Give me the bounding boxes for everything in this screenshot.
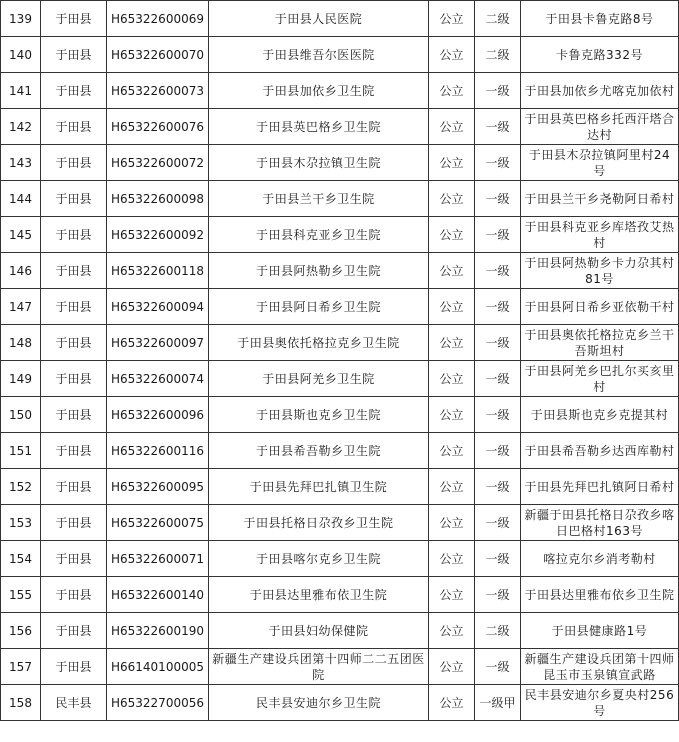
ownership-type-cell: 公立 <box>429 613 475 649</box>
institution-name-cell: 于田县阿羌乡卫生院 <box>209 361 429 397</box>
table-row <box>1 685 679 721</box>
institution-name-cell: 新疆生产建设兵团第十四师二二五团医院 <box>209 649 429 685</box>
address-cell: 卡鲁克路332号 <box>521 37 679 73</box>
ownership-type-cell: 公立 <box>429 577 475 613</box>
institution-code-cell: H65322600069 <box>107 1 209 37</box>
institution-name-cell: 于田县阿热勒乡卫生院 <box>209 253 429 289</box>
address-cell: 于田县卡鲁克路8号 <box>521 1 679 37</box>
ownership-type-cell: 公立 <box>429 1 475 37</box>
institution-name-cell: 于田县木尕拉镇卫生院 <box>209 145 429 181</box>
address-cell: 于田县阿热勒乡卡力尕其村 81号 <box>521 253 679 289</box>
address-cell: 于田县奥依托格拉克乡兰干吾斯坦村 <box>521 325 679 361</box>
table-row <box>1 505 679 541</box>
county-cell: 于田县 <box>41 217 107 253</box>
ownership-type-cell: 公立 <box>429 253 475 289</box>
table-row <box>1 253 679 289</box>
ownership-type-cell: 公立 <box>429 649 475 685</box>
row-number-cell: 150 <box>1 397 41 433</box>
institution-code-cell: H65322600073 <box>107 73 209 109</box>
ownership-type-cell: 公立 <box>429 145 475 181</box>
institution-code-cell: H65322600071 <box>107 541 209 577</box>
institution-code-cell: H65322600092 <box>107 217 209 253</box>
institution-name-cell: 于田县阿日希乡卫生院 <box>209 289 429 325</box>
institution-code-cell: H65322600190 <box>107 613 209 649</box>
ownership-type-cell: 公立 <box>429 109 475 145</box>
institution-code-cell: H65322600095 <box>107 469 209 505</box>
county-cell: 于田县 <box>41 109 107 145</box>
ownership-type-cell: 公立 <box>429 397 475 433</box>
row-number-cell: 155 <box>1 577 41 613</box>
institution-code-cell: H65322600097 <box>107 325 209 361</box>
institution-code-cell: H65322600070 <box>107 37 209 73</box>
institution-name-cell: 于田县先拜巴扎镇卫生院 <box>209 469 429 505</box>
institution-name-cell: 于田县奥依托格拉克乡卫生院 <box>209 325 429 361</box>
institution-name-cell: 于田县兰干乡卫生院 <box>209 181 429 217</box>
hospital-level-cell: 一级 <box>475 505 521 541</box>
county-cell: 于田县 <box>41 397 107 433</box>
hospital-level-cell: 一级 <box>475 145 521 181</box>
row-number-cell: 147 <box>1 289 41 325</box>
ownership-type-cell: 公立 <box>429 685 475 721</box>
row-number-cell: 153 <box>1 505 41 541</box>
table-row <box>1 181 679 217</box>
address-cell: 新疆生产建设兵团第十四师昆玉市玉泉镇宣武路 <box>521 649 679 685</box>
table-body <box>1 1 679 721</box>
ownership-type-cell: 公立 <box>429 325 475 361</box>
table-row <box>1 145 679 181</box>
table-row <box>1 433 679 469</box>
address-cell: 于田县木尕拉镇阿里村24号 <box>521 145 679 181</box>
table-row <box>1 217 679 253</box>
row-number-cell: 156 <box>1 613 41 649</box>
institution-code-cell: H65322600072 <box>107 145 209 181</box>
county-cell: 于田县 <box>41 469 107 505</box>
address-cell: 于田县达里雅布依乡卫生院 <box>521 577 679 613</box>
county-cell: 于田县 <box>41 73 107 109</box>
institution-code-cell: H65322600076 <box>107 109 209 145</box>
row-number-cell: 140 <box>1 37 41 73</box>
institution-code-cell: H65322600098 <box>107 181 209 217</box>
address-cell: 于田县先拜巴扎镇阿日希村 <box>521 469 679 505</box>
row-number-cell: 148 <box>1 325 41 361</box>
institution-name-cell: 于田县托格日尕孜乡卫生院 <box>209 505 429 541</box>
county-cell: 民丰县 <box>41 685 107 721</box>
hospital-level-cell: 一级 <box>475 109 521 145</box>
ownership-type-cell: 公立 <box>429 433 475 469</box>
table-row <box>1 1 679 37</box>
hospital-level-cell: 一级 <box>475 73 521 109</box>
county-cell: 于田县 <box>41 541 107 577</box>
address-cell: 于田县加依乡尤喀克加依村 <box>521 73 679 109</box>
table-row <box>1 577 679 613</box>
address-cell: 新疆于田县托格日尕孜乡喀日巴格村163号 <box>521 505 679 541</box>
table-row <box>1 361 679 397</box>
institution-code-cell: H65322600075 <box>107 505 209 541</box>
ownership-type-cell: 公立 <box>429 217 475 253</box>
institution-code-cell: H65322600074 <box>107 361 209 397</box>
ownership-type-cell: 公立 <box>429 289 475 325</box>
institution-name-cell: 于田县希吾勒乡卫生院 <box>209 433 429 469</box>
county-cell: 于田县 <box>41 649 107 685</box>
address-cell: 于田县科克亚乡库塔孜艾热村 <box>521 217 679 253</box>
ownership-type-cell: 公立 <box>429 361 475 397</box>
institution-code-cell: H65322600116 <box>107 433 209 469</box>
ownership-type-cell: 公立 <box>429 73 475 109</box>
ownership-type-cell: 公立 <box>429 37 475 73</box>
county-cell: 于田县 <box>41 505 107 541</box>
county-cell: 于田县 <box>41 361 107 397</box>
row-number-cell: 142 <box>1 109 41 145</box>
address-cell: 于田县斯也克乡克提其村 <box>521 397 679 433</box>
county-cell: 于田县 <box>41 37 107 73</box>
county-cell: 于田县 <box>41 181 107 217</box>
ownership-type-cell: 公立 <box>429 469 475 505</box>
row-number-cell: 146 <box>1 253 41 289</box>
hospital-level-cell: 一级 <box>475 397 521 433</box>
institution-code-cell: H65322600094 <box>107 289 209 325</box>
institution-code-cell: H66140100005 <box>107 649 209 685</box>
table-row <box>1 649 679 685</box>
county-cell: 于田县 <box>41 577 107 613</box>
hospital-level-cell: 一级 <box>475 217 521 253</box>
ownership-type-cell: 公立 <box>429 505 475 541</box>
institution-code-cell: H65322700056 <box>107 685 209 721</box>
hospital-level-cell: 一级 <box>475 541 521 577</box>
hospital-level-cell: 二级 <box>475 613 521 649</box>
table-row <box>1 397 679 433</box>
ownership-type-cell: 公立 <box>429 181 475 217</box>
hospital-level-cell: 一级 <box>475 289 521 325</box>
hospital-level-cell: 一级 <box>475 361 521 397</box>
institution-name-cell: 民丰县安迪尔乡卫生院 <box>209 685 429 721</box>
county-cell: 于田县 <box>41 289 107 325</box>
table-row <box>1 109 679 145</box>
address-cell: 民丰县安迪尔乡夏央村256号 <box>521 685 679 721</box>
hospital-level-cell: 一级甲 <box>475 685 521 721</box>
institution-code-cell: H65322600096 <box>107 397 209 433</box>
row-number-cell: 158 <box>1 685 41 721</box>
row-number-cell: 144 <box>1 181 41 217</box>
hospital-level-cell: 二级 <box>475 1 521 37</box>
row-number-cell: 157 <box>1 649 41 685</box>
county-cell: 于田县 <box>41 613 107 649</box>
institution-name-cell: 于田县妇幼保健院 <box>209 613 429 649</box>
hospital-level-cell: 一级 <box>475 433 521 469</box>
institution-name-cell: 于田县喀尔克乡卫生院 <box>209 541 429 577</box>
row-number-cell: 139 <box>1 1 41 37</box>
row-number-cell: 145 <box>1 217 41 253</box>
address-cell: 于田县阿日希乡亚依勒干村 <box>521 289 679 325</box>
address-cell: 于田县阿羌乡巴扎尔买亥里村 <box>521 361 679 397</box>
county-cell: 于田县 <box>41 145 107 181</box>
address-cell: 于田县兰干乡尧勒阿日希村 <box>521 181 679 217</box>
county-cell: 于田县 <box>41 1 107 37</box>
institution-name-cell: 于田县科克亚乡卫生院 <box>209 217 429 253</box>
institution-name-cell: 于田县达里雅布依卫生院 <box>209 577 429 613</box>
table-row <box>1 469 679 505</box>
institution-name-cell: 于田县斯也克乡卫生院 <box>209 397 429 433</box>
ownership-type-cell: 公立 <box>429 541 475 577</box>
hospital-level-cell: 一级 <box>475 577 521 613</box>
hospital-level-cell: 一级 <box>475 325 521 361</box>
address-cell: 于田县英巴格乡托西汗塔合达村 <box>521 109 679 145</box>
county-cell: 于田县 <box>41 433 107 469</box>
table-row <box>1 289 679 325</box>
row-number-cell: 149 <box>1 361 41 397</box>
row-number-cell: 152 <box>1 469 41 505</box>
hospital-level-cell: 一级 <box>475 181 521 217</box>
table-row <box>1 73 679 109</box>
institution-code-cell: H65322600118 <box>107 253 209 289</box>
hospital-level-cell: 一级 <box>475 649 521 685</box>
table-row <box>1 325 679 361</box>
address-cell: 于田县健康路1号 <box>521 613 679 649</box>
address-cell: 喀拉克尔乡消考勒村 <box>521 541 679 577</box>
table-row <box>1 541 679 577</box>
table-row <box>1 37 679 73</box>
table-row <box>1 613 679 649</box>
address-cell: 于田县希吾勒乡达西库勒村 <box>521 433 679 469</box>
institution-name-cell: 于田县维吾尔医医院 <box>209 37 429 73</box>
hospital-level-cell: 一级 <box>475 469 521 505</box>
institution-name-cell: 于田县英巴格乡卫生院 <box>209 109 429 145</box>
row-number-cell: 143 <box>1 145 41 181</box>
hospital-level-cell: 二级 <box>475 37 521 73</box>
county-cell: 于田县 <box>41 325 107 361</box>
institution-name-cell: 于田县人民医院 <box>209 1 429 37</box>
county-cell: 于田县 <box>41 253 107 289</box>
institution-name-cell: 于田县加依乡卫生院 <box>209 73 429 109</box>
row-number-cell: 151 <box>1 433 41 469</box>
institution-code-cell: H65322600140 <box>107 577 209 613</box>
hospital-level-cell: 一级 <box>475 253 521 289</box>
row-number-cell: 154 <box>1 541 41 577</box>
row-number-cell: 141 <box>1 73 41 109</box>
